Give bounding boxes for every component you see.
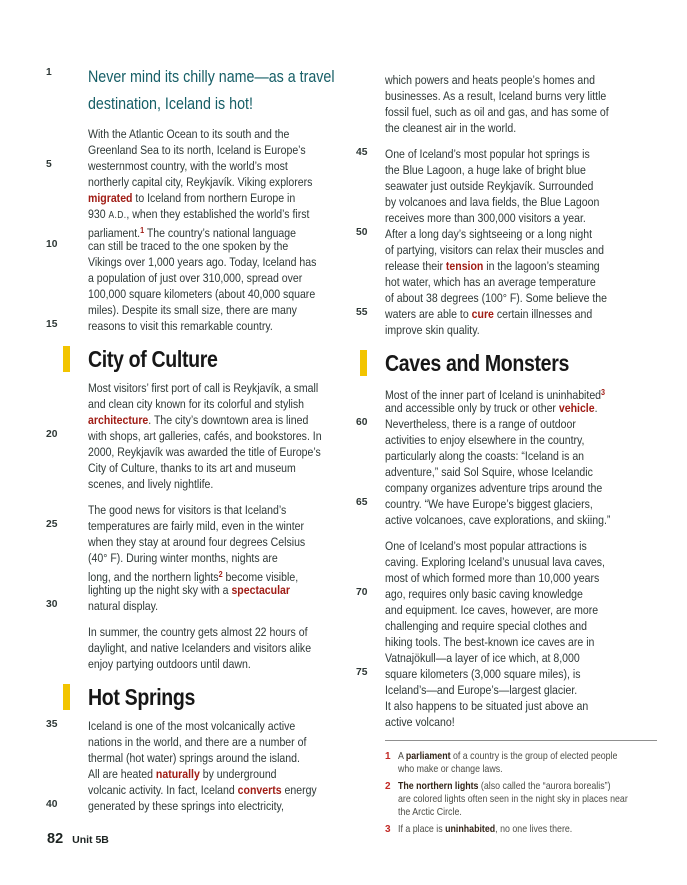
text-segment: Iceland is one of the most volcanically active xyxy=(88,719,296,733)
text-segment: Never mind its chilly name—as a travel xyxy=(88,67,335,86)
text-segment: square kilometers (3,000 square miles), is xyxy=(385,667,581,681)
text-line xyxy=(385,538,620,554)
text-segment: hot water, which has an average temperature xyxy=(385,275,596,289)
text-segment: release their xyxy=(385,259,446,273)
section-heading xyxy=(88,682,356,712)
text-segment: by volcanoes and lava fields, the Blue Lagoon xyxy=(385,195,600,209)
text-line xyxy=(88,624,316,640)
paragraph xyxy=(46,126,356,334)
text-segment: the cleanest air in the world. xyxy=(385,121,517,135)
footnote-ref: 1 xyxy=(140,225,145,235)
era-abbreviation: A.D. xyxy=(108,210,127,221)
text-line xyxy=(385,120,620,136)
text-line xyxy=(385,72,620,88)
line-number: 65 xyxy=(356,497,368,508)
text-line xyxy=(88,412,316,428)
text-line xyxy=(88,798,316,814)
text-line xyxy=(385,464,620,480)
text-segment: to Iceland from northern Europe in xyxy=(132,191,296,205)
section-heading-text: City of Culture xyxy=(88,346,218,372)
text-segment: of a country is the group of elected people xyxy=(450,751,618,762)
text-line xyxy=(385,400,620,416)
text-segment: active volcanoes, cave explorations, and skiing.” xyxy=(385,513,611,527)
text-line xyxy=(88,766,316,782)
text-segment: of about 38 degrees (100° F). Some believe the xyxy=(385,291,608,305)
text-segment: activities to enjoy elsewhere in the country, xyxy=(385,433,585,447)
text-line xyxy=(385,88,620,104)
text-line xyxy=(385,602,620,618)
text-line xyxy=(88,534,316,550)
text-segment: who make or change laws. xyxy=(398,764,503,775)
text-segment: improve skin quality. xyxy=(385,323,480,337)
footnote-line xyxy=(398,823,622,836)
heading-accent-bar xyxy=(63,346,70,372)
text-segment: of partying, visitors can relax their muscles and xyxy=(385,243,604,257)
text-line xyxy=(385,242,620,258)
text-segment: A xyxy=(398,751,406,762)
text-segment: with shops, art galleries, cafés, and bookstores. In xyxy=(88,429,322,443)
line-number: 70 xyxy=(356,587,368,598)
paragraph xyxy=(356,146,662,338)
text-line xyxy=(88,656,316,672)
text-line xyxy=(88,380,319,396)
text-segment: Vatnajökull—a layer of ice which, at 8,000 xyxy=(385,651,580,665)
text-line xyxy=(88,598,316,614)
text-line xyxy=(88,502,316,518)
text-line xyxy=(385,178,620,194)
text-segment: can still be traced to the one spoken by the xyxy=(88,239,289,253)
text-line xyxy=(88,782,316,798)
text-line xyxy=(385,306,620,322)
line-number: 45 xyxy=(356,147,368,158)
text-segment: parliament. xyxy=(88,226,141,240)
text-segment: enjoy partying outdoors until dawn. xyxy=(88,657,251,671)
text-segment: miles). Despite its small size, there are many xyxy=(88,303,297,317)
text-segment: The good news for visitors is that Iceland’s xyxy=(88,503,287,517)
vocab-word: vehicle xyxy=(558,401,595,415)
text-segment: If a place is xyxy=(398,824,446,835)
text-line xyxy=(88,302,316,318)
text-segment: energy xyxy=(281,783,317,797)
text-segment: company organizes adventure trips around the xyxy=(385,481,603,495)
vocab-word: naturally xyxy=(155,767,200,781)
line-number: 15 xyxy=(46,319,58,330)
line-number: 50 xyxy=(356,227,368,238)
text-segment: receives more than 300,000 visitors a year. xyxy=(385,211,586,225)
text-segment: certain illnesses and xyxy=(493,307,593,321)
footnote-term: uninhabited xyxy=(445,824,496,835)
text-segment: and accessible only by truck or other xyxy=(385,401,559,415)
text-line xyxy=(385,226,620,242)
text-segment: lighting up the night sky with a xyxy=(88,583,232,597)
text-segment: Nevertheless, there is a range of outdoor xyxy=(385,417,576,431)
text-segment: most of which formed more than 10,000 years xyxy=(385,571,600,585)
text-line xyxy=(88,174,316,190)
text-segment: challenging and require special clothes and xyxy=(385,619,588,633)
text-segment: (40° F). During winter months, nights are xyxy=(88,551,278,565)
paragraph xyxy=(88,624,356,672)
text-segment: Greenland Sea to its north, Iceland is Europe’s xyxy=(88,143,306,157)
text-segment: and clean city known for its colorful and stylish xyxy=(88,397,305,411)
heading-accent-bar xyxy=(63,684,70,710)
text-segment: The country’s national language xyxy=(144,226,296,240)
line-number: 1 xyxy=(46,67,52,78)
text-segment: are colored lights often seen in the night sky in places near xyxy=(398,794,628,805)
line-number: 30 xyxy=(46,599,58,610)
footnote-item xyxy=(385,823,662,836)
text-segment: ago, requires only basic caving knowledge xyxy=(385,587,583,601)
text-line xyxy=(385,322,620,338)
paragraph xyxy=(46,718,356,814)
text-segment: become visible, xyxy=(222,570,299,584)
text-segment: It also happens to be situated just above an xyxy=(385,699,589,713)
page-footer xyxy=(47,831,109,847)
text-segment: 2000, Reykjavík was awarded the title of Europe’s xyxy=(88,445,321,459)
text-segment: by underground xyxy=(199,767,277,781)
text-segment: generated by these springs into electricity, xyxy=(88,799,284,813)
text-line xyxy=(385,274,620,290)
text-segment: the Arctic Circle. xyxy=(398,807,462,818)
footnote-line xyxy=(398,793,628,806)
text-line xyxy=(385,162,620,178)
text-segment: City of Culture, thanks to its art and museum xyxy=(88,461,296,475)
footnote-line xyxy=(398,750,622,763)
text-line xyxy=(385,698,620,714)
text-line xyxy=(88,254,316,270)
text-segment: daylight, and native Icelanders and visitors alike xyxy=(88,641,312,655)
text-segment: in the lagoon’s steaming xyxy=(483,259,600,273)
text-segment: adventure,” said Sol Squire, whose Icelandic xyxy=(385,465,593,479)
left-column xyxy=(46,63,356,824)
text-line xyxy=(88,90,316,117)
text-line xyxy=(88,126,316,142)
text-line xyxy=(88,734,316,750)
text-segment: volcanic activity. In fact, Iceland xyxy=(88,783,238,797)
text-line xyxy=(385,448,620,464)
text-line xyxy=(385,634,620,650)
footnote-item xyxy=(385,780,662,819)
text-segment: caving. Exploring Iceland’s unusual lava caves, xyxy=(385,555,605,569)
vocab-word: spectacular xyxy=(231,583,290,597)
paragraph xyxy=(385,72,662,136)
vocab-word: architecture xyxy=(88,413,149,427)
text-line xyxy=(88,158,316,174)
text-segment: (also called the “aurora borealis”) xyxy=(478,781,611,792)
text-line xyxy=(385,586,620,602)
footnote-ref: 3 xyxy=(601,387,606,397)
footnote-item xyxy=(385,750,662,776)
section-heading-text: Caves and Monsters xyxy=(385,350,570,376)
vocab-word: cure xyxy=(471,307,494,321)
line-number: 5 xyxy=(46,159,52,170)
text-line xyxy=(88,286,316,302)
line-number: 35 xyxy=(46,719,58,730)
footnote-line xyxy=(398,780,622,793)
text-segment: reasons to visit this remarkable country. xyxy=(88,319,273,333)
page-number: 82 xyxy=(47,831,64,847)
vocab-word: tension xyxy=(445,259,484,273)
text-segment: scenes, and lively nightlife. xyxy=(88,477,214,491)
footnote-number: 2 xyxy=(385,781,391,792)
text-segment: 930 xyxy=(88,207,109,221)
footnote-line xyxy=(398,806,622,819)
text-segment: Most of the inner part of Iceland is uninhabited xyxy=(385,388,602,402)
text-line xyxy=(385,194,620,210)
text-segment: All are heated xyxy=(88,767,156,781)
text-segment: With the Atlantic Ocean to its south and the xyxy=(88,127,290,141)
text-line xyxy=(88,396,316,412)
footnote-divider xyxy=(385,740,657,741)
heading-accent-bar xyxy=(360,350,367,376)
text-line xyxy=(385,384,620,400)
text-line xyxy=(385,480,620,496)
text-segment: nations in the world, and there are a number of xyxy=(88,735,307,749)
text-line xyxy=(385,570,620,586)
text-segment: a population of just over 310,000, spread over xyxy=(88,271,303,285)
text-segment: fossil fuel, such as oil and gas, and has some of xyxy=(385,105,609,119)
text-line xyxy=(88,444,321,460)
text-segment: and equipment. Ice caves, however, are more xyxy=(385,603,599,617)
line-number: 40 xyxy=(46,799,58,810)
text-segment: waters are able to xyxy=(385,307,472,321)
text-line xyxy=(385,682,620,698)
footnote-term: The northern lights xyxy=(398,781,479,792)
footnote-term: parliament xyxy=(405,751,451,762)
text-line xyxy=(385,650,620,666)
text-line xyxy=(385,258,620,274)
text-segment: One of Iceland’s most popular attractions is xyxy=(385,539,587,553)
text-segment: country. “We have Europe’s biggest glaciers, xyxy=(385,497,593,511)
text-segment: particularly along the coasts: “Iceland is an xyxy=(385,449,585,463)
text-segment: Vikings over 1,000 years ago. Today, Iceland has xyxy=(88,255,317,269)
text-line xyxy=(88,750,316,766)
vocab-word: converts xyxy=(237,783,282,797)
footnote-number: 3 xyxy=(385,824,391,835)
text-line xyxy=(88,518,316,534)
text-line xyxy=(88,63,335,90)
text-line xyxy=(385,666,620,682)
text-line xyxy=(88,550,316,566)
footnote-number: 1 xyxy=(385,751,391,762)
text-segment: In summer, the country gets almost 22 hours of xyxy=(88,625,308,639)
text-line xyxy=(88,640,316,656)
text-line xyxy=(88,566,316,582)
section-heading-text: Hot Springs xyxy=(88,684,196,710)
line-number: 75 xyxy=(356,667,368,678)
unit-label: Unit 5B xyxy=(72,834,109,846)
line-number: 55 xyxy=(356,307,368,318)
text-line xyxy=(385,618,620,634)
text-line xyxy=(88,270,316,286)
text-line xyxy=(385,714,620,730)
text-line xyxy=(88,142,316,158)
text-line xyxy=(385,290,620,306)
text-segment: thermal (hot water) springs around the island. xyxy=(88,751,300,765)
footnote-ref: 2 xyxy=(218,569,223,579)
text-segment: long, and the northern lights xyxy=(88,570,219,584)
text-line xyxy=(385,512,620,528)
text-line xyxy=(88,582,316,598)
text-line xyxy=(385,496,620,512)
text-segment: 100,000 square kilometers (about 40,000 square xyxy=(88,287,316,301)
text-segment: natural display. xyxy=(88,599,159,613)
text-segment: when they stay at around four degrees Celsius xyxy=(88,535,306,549)
text-line xyxy=(385,554,620,570)
paragraph xyxy=(356,384,662,528)
paragraph xyxy=(46,380,356,492)
text-segment: businesses. As a result, Iceland burns very little xyxy=(385,89,607,103)
section-heading xyxy=(385,348,662,378)
text-segment: seawater just outside Reykjavík. Surrounded xyxy=(385,179,594,193)
line-number: 20 xyxy=(46,429,58,440)
text-segment: Most visitors’ first port of call is Reykjavík, a small xyxy=(88,381,319,395)
text-segment: temperatures are fairly mild, even in the winter xyxy=(88,519,305,533)
text-line xyxy=(385,416,620,432)
text-segment: . The city’s downtown area is lined xyxy=(148,413,309,427)
line-number: 60 xyxy=(356,417,368,428)
text-segment: westernmost country, with the world’s most xyxy=(88,159,288,173)
text-segment: One of Iceland’s most popular hot springs is xyxy=(385,147,590,161)
paragraph xyxy=(356,538,662,730)
text-line xyxy=(385,210,620,226)
text-line xyxy=(88,222,316,238)
line-number: 10 xyxy=(46,239,58,250)
article-title xyxy=(46,63,356,117)
text-line xyxy=(88,206,316,222)
text-line xyxy=(385,146,620,162)
text-line xyxy=(88,428,322,444)
text-segment: hiking tools. The best-known ice caves are in xyxy=(385,635,595,649)
text-line xyxy=(88,190,316,206)
text-line xyxy=(385,432,620,448)
text-segment: Iceland’s—and Europe’s—largest glacier. xyxy=(385,683,578,697)
footnote-line xyxy=(398,763,622,776)
text-segment: northerly capital city, Reykjavík. Viking explorers xyxy=(88,175,313,189)
right-column xyxy=(356,63,662,840)
text-segment: . xyxy=(594,401,598,415)
text-segment: , no one lives there. xyxy=(495,824,573,835)
text-line xyxy=(88,718,316,734)
text-segment: active volcano! xyxy=(385,715,455,729)
text-segment: , when they established the world’s first xyxy=(126,207,310,221)
text-line xyxy=(88,460,316,476)
line-number: 25 xyxy=(46,519,58,530)
paragraph xyxy=(46,502,356,614)
text-line xyxy=(385,104,620,120)
text-line xyxy=(88,318,316,334)
text-line xyxy=(88,476,316,492)
text-segment: which powers and heats people’s homes and xyxy=(385,73,596,87)
text-segment: the Blue Lagoon, a huge lake of bright blue xyxy=(385,163,586,177)
text-line xyxy=(88,238,316,254)
text-segment: destination, Iceland is hot! xyxy=(88,94,253,113)
vocab-word: migrated xyxy=(88,191,133,205)
section-heading xyxy=(88,344,356,374)
text-segment: After a long day’s sightseeing or a long night xyxy=(385,227,593,241)
